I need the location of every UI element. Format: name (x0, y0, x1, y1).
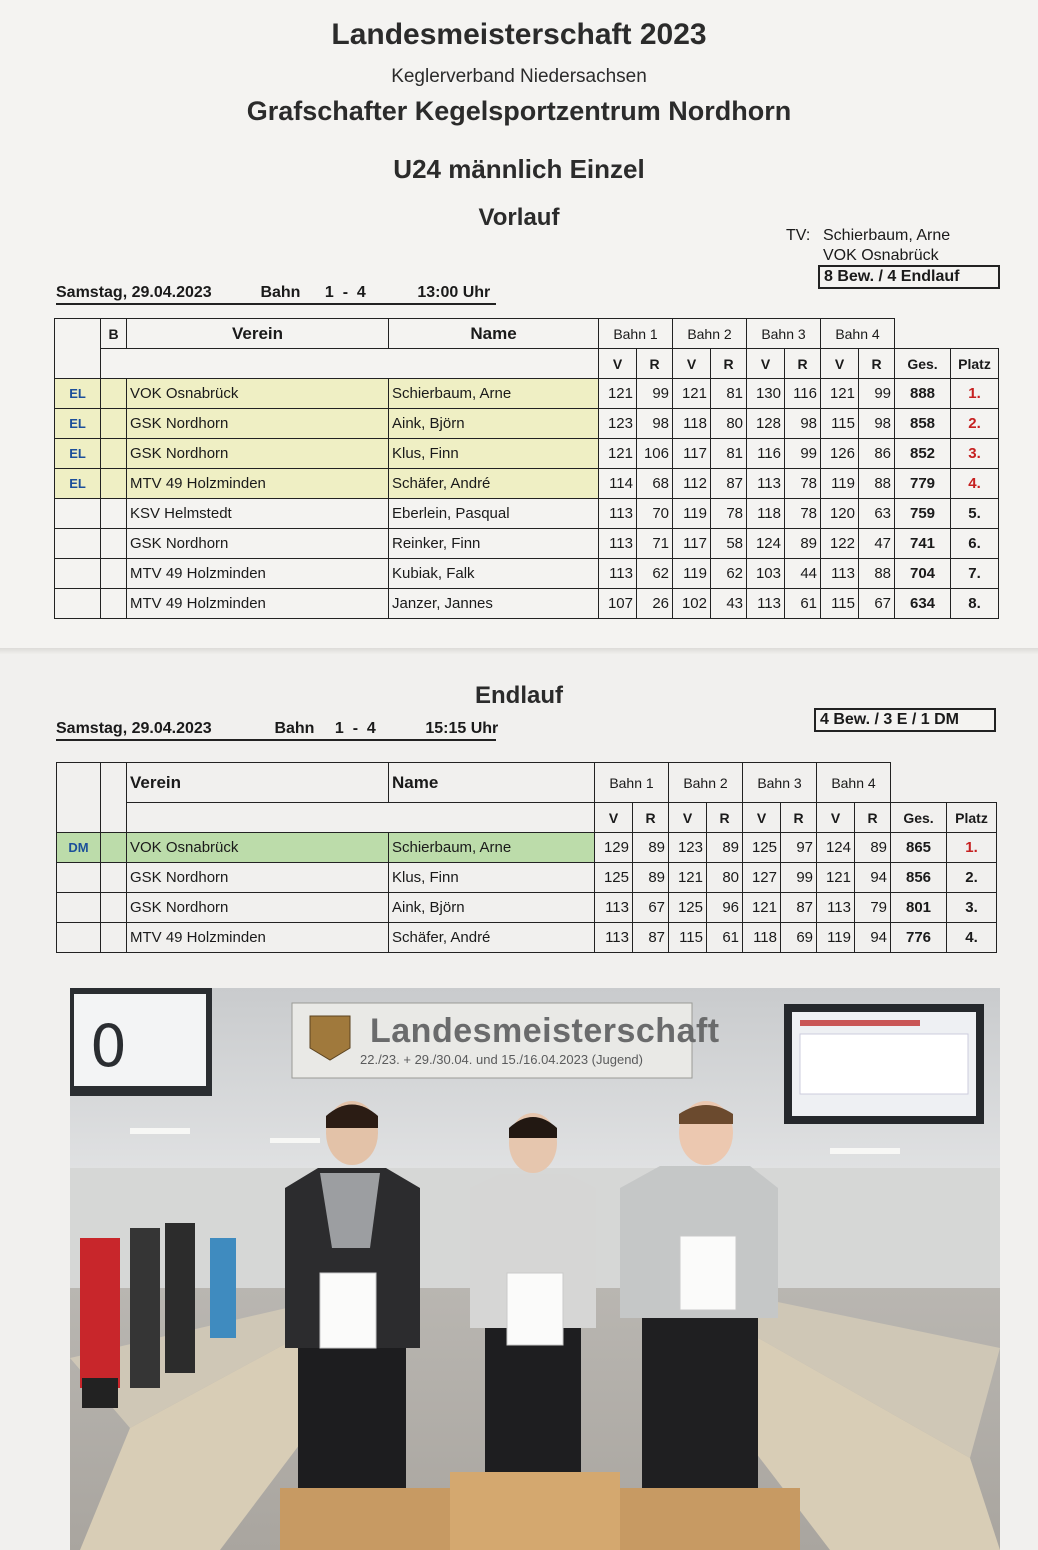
score-r-cell: 89 (707, 833, 743, 863)
scoreboard-value: 0 (90, 1012, 127, 1080)
ges-header: Ges. (891, 803, 947, 833)
b-cell (101, 529, 127, 559)
score-v-cell: 121 (821, 379, 859, 409)
score-v-cell: 119 (821, 469, 859, 499)
score-r-cell: 99 (859, 379, 895, 409)
b-cell (101, 833, 127, 863)
banner-title: Landesmeisterschaft (370, 1012, 720, 1050)
total-cell: 801 (891, 893, 947, 923)
table-row (57, 863, 997, 893)
score-v-cell: 112 (673, 469, 711, 499)
club-cell: GSK Nordhorn (127, 893, 389, 923)
total-cell: 776 (891, 923, 947, 953)
score-v-cell: 113 (747, 469, 785, 499)
player-name-cell: Schierbaum, Arne (389, 379, 599, 409)
blank-header-cell (891, 763, 997, 803)
endlauf-title: Endlauf (475, 682, 563, 709)
score-v-cell: 119 (673, 499, 711, 529)
table-row (57, 893, 997, 923)
session-time: 13:00 Uhr (417, 284, 491, 301)
place-cell: 8. (951, 589, 999, 619)
score-v-cell: 120 (821, 499, 859, 529)
score-r-cell: 87 (711, 469, 747, 499)
club-cell: VOK Osnabrück (127, 379, 389, 409)
score-v-cell: 121 (599, 439, 637, 469)
qualification-mark (55, 559, 101, 589)
player-name-cell: Kubiak, Falk (389, 559, 599, 589)
score-r-cell: 89 (785, 529, 821, 559)
score-v-cell: 113 (599, 559, 637, 589)
r-header: R (711, 349, 747, 379)
mark-header-cell (57, 763, 101, 833)
club-cell: GSK Nordhorn (127, 529, 389, 559)
v-header: V (743, 803, 781, 833)
player-name-cell: Klus, Finn (389, 439, 599, 469)
results-sheet-vorlauf (0, 0, 1038, 648)
score-v-cell: 113 (595, 923, 633, 953)
total-cell: 741 (895, 529, 951, 559)
total-cell: 779 (895, 469, 951, 499)
score-r-cell: 78 (711, 499, 747, 529)
score-v-cell: 113 (817, 893, 855, 923)
score-r-cell: 94 (855, 923, 891, 953)
score-v-cell: 121 (599, 379, 637, 409)
qualification-mark: EL (55, 379, 101, 409)
score-r-cell: 80 (711, 409, 747, 439)
score-r-cell: 98 (859, 409, 895, 439)
total-cell: 865 (891, 833, 947, 863)
qualification-mark: DM (57, 833, 101, 863)
total-cell: 704 (895, 559, 951, 589)
table-row (55, 379, 999, 409)
session-bahn-label: Bahn (274, 720, 315, 737)
banner-dates: 22./23. + 29./30.04. und 15./16.04.2023 (Jugend) (360, 1052, 643, 1067)
score-v-cell: 128 (747, 409, 785, 439)
score-v-cell: 127 (743, 863, 781, 893)
score-r-cell: 70 (637, 499, 673, 529)
table-row (55, 439, 999, 469)
qualification-mark (57, 863, 101, 893)
score-v-cell: 121 (669, 863, 707, 893)
club-cell: VOK Osnabrück (127, 833, 389, 863)
place-cell: 7. (951, 559, 999, 589)
score-r-cell: 44 (785, 559, 821, 589)
score-r-cell: 79 (855, 893, 891, 923)
place-cell: 3. (951, 439, 999, 469)
score-v-cell: 107 (599, 589, 637, 619)
session-bahn-range: 1 - 4 (324, 284, 366, 301)
place-cell: 1. (951, 379, 999, 409)
award-photo (70, 988, 1000, 1550)
lane-header: Bahn 1 (595, 763, 669, 803)
score-v-cell: 123 (599, 409, 637, 439)
r-header: R (781, 803, 817, 833)
score-v-cell: 114 (599, 469, 637, 499)
score-r-cell: 67 (859, 589, 895, 619)
b-cell (101, 863, 127, 893)
b-header: B (101, 319, 127, 349)
score-r-cell: 106 (637, 439, 673, 469)
association: Keglerverband Niedersachsen (391, 66, 647, 87)
session-time: 15:15 Uhr (425, 720, 499, 737)
lane-header: Bahn 3 (747, 319, 821, 349)
b-cell (101, 499, 127, 529)
b-cell (101, 923, 127, 953)
endlauf-results-table (56, 762, 997, 953)
table-row (57, 923, 997, 953)
score-v-cell: 116 (747, 439, 785, 469)
v-header: V (747, 349, 785, 379)
score-r-cell: 97 (781, 833, 817, 863)
b-cell (101, 409, 127, 439)
player-name-cell: Reinker, Finn (389, 529, 599, 559)
r-header: R (785, 349, 821, 379)
score-r-cell: 81 (711, 379, 747, 409)
total-cell: 852 (895, 439, 951, 469)
score-r-cell: 80 (707, 863, 743, 893)
qualification-mark: EL (55, 469, 101, 499)
verein-header: Verein (127, 763, 389, 803)
club-cell: KSV Helmstedt (127, 499, 389, 529)
club-cell: MTV 49 Holzminden (127, 559, 389, 589)
endlauf-session (56, 720, 499, 741)
place-cell: 1. (947, 833, 997, 863)
ges-header: Ges. (895, 349, 951, 379)
player-name-cell: Janzer, Jannes (389, 589, 599, 619)
club-cell: MTV 49 Holzminden (127, 589, 389, 619)
b-cell (101, 893, 127, 923)
score-v-cell: 124 (747, 529, 785, 559)
mark-header-cell (55, 319, 101, 379)
score-r-cell: 99 (781, 863, 817, 893)
place-cell: 5. (951, 499, 999, 529)
place-cell: 3. (947, 893, 997, 923)
v-header: V (595, 803, 633, 833)
score-v-cell: 125 (743, 833, 781, 863)
score-r-cell: 62 (711, 559, 747, 589)
session-date: Samstag, 29.04.2023 (56, 284, 212, 301)
score-r-cell: 78 (785, 469, 821, 499)
name-header: Name (389, 763, 595, 803)
table-row (57, 833, 997, 863)
total-cell: 858 (895, 409, 951, 439)
v-header: V (673, 349, 711, 379)
score-r-cell: 63 (859, 499, 895, 529)
score-r-cell: 99 (637, 379, 673, 409)
score-r-cell: 89 (855, 833, 891, 863)
score-r-cell: 89 (633, 833, 669, 863)
vorlauf-note: 8 Bew. / 4 Endlauf (818, 265, 1000, 289)
v-header: V (669, 803, 707, 833)
qualification-mark (55, 499, 101, 529)
qualification-mark: EL (55, 409, 101, 439)
verein-header: Verein (127, 319, 389, 349)
b-cell (101, 469, 127, 499)
r-header: R (633, 803, 669, 833)
club-cell: MTV 49 Holzminden (127, 923, 389, 953)
score-r-cell: 116 (785, 379, 821, 409)
score-v-cell: 118 (673, 409, 711, 439)
place-cell: 4. (947, 923, 997, 953)
score-r-cell: 67 (633, 893, 669, 923)
b-cell (101, 559, 127, 589)
venue: Grafschafter Kegelsportzentrum Nordhorn (246, 96, 792, 126)
v-header: V (817, 803, 855, 833)
tv-label: TV: (786, 227, 811, 244)
qualification-mark (57, 893, 101, 923)
v-header: V (821, 349, 859, 379)
total-cell: 759 (895, 499, 951, 529)
award-photo-illustration (70, 988, 1000, 1550)
score-v-cell: 121 (743, 893, 781, 923)
endlauf-note: 4 Bew. / 3 E / 1 DM (814, 708, 996, 732)
club-cell: GSK Nordhorn (127, 863, 389, 893)
b-header-cell (101, 763, 127, 833)
score-v-cell: 102 (673, 589, 711, 619)
lane-header: Bahn 2 (669, 763, 743, 803)
tv-name: Schierbaum, Arne (823, 227, 951, 244)
score-r-cell: 68 (637, 469, 673, 499)
score-r-cell: 94 (855, 863, 891, 893)
place-cell: 6. (951, 529, 999, 559)
blank-header-cell (895, 319, 999, 349)
table-row (55, 529, 999, 559)
session-bahn-range: 1 - 4 (334, 720, 376, 737)
score-v-cell: 118 (747, 499, 785, 529)
score-r-cell: 78 (785, 499, 821, 529)
v-header: V (599, 349, 637, 379)
score-v-cell: 122 (821, 529, 859, 559)
score-v-cell: 119 (817, 923, 855, 953)
score-r-cell: 96 (707, 893, 743, 923)
table-row (55, 559, 999, 589)
score-r-cell: 62 (637, 559, 673, 589)
score-r-cell: 99 (785, 439, 821, 469)
session-date: Samstag, 29.04.2023 (56, 720, 212, 737)
score-v-cell: 117 (673, 439, 711, 469)
score-v-cell: 130 (747, 379, 785, 409)
lane-header: Bahn 4 (817, 763, 891, 803)
vorlauf-results-table (54, 318, 999, 619)
place-cell: 4. (951, 469, 999, 499)
player-name-cell: Klus, Finn (389, 863, 595, 893)
player-name-cell: Aink, Björn (389, 409, 599, 439)
platz-header: Platz (951, 349, 999, 379)
page-title: Landesmeisterschaft 2023 (331, 18, 707, 51)
score-v-cell: 115 (669, 923, 707, 953)
score-r-cell: 58 (711, 529, 747, 559)
score-v-cell: 103 (747, 559, 785, 589)
table-row (55, 469, 999, 499)
score-r-cell: 88 (859, 469, 895, 499)
score-r-cell: 87 (633, 923, 669, 953)
total-cell: 634 (895, 589, 951, 619)
score-r-cell: 88 (859, 559, 895, 589)
r-header: R (637, 349, 673, 379)
qualification-mark (57, 923, 101, 953)
r-header: R (707, 803, 743, 833)
score-r-cell: 69 (781, 923, 817, 953)
score-r-cell: 26 (637, 589, 673, 619)
total-cell: 856 (891, 863, 947, 893)
score-v-cell: 123 (669, 833, 707, 863)
score-v-cell: 129 (595, 833, 633, 863)
platz-header: Platz (947, 803, 997, 833)
club-cell: MTV 49 Holzminden (127, 469, 389, 499)
table-row (55, 589, 999, 619)
table-row (55, 409, 999, 439)
tv-club: VOK Osnabrück (823, 247, 939, 264)
qualification-mark: EL (55, 439, 101, 469)
score-r-cell: 98 (785, 409, 821, 439)
score-v-cell: 125 (669, 893, 707, 923)
lane-header: Bahn 2 (673, 319, 747, 349)
lane-header: Bahn 1 (599, 319, 673, 349)
score-v-cell: 118 (743, 923, 781, 953)
total-cell: 888 (895, 379, 951, 409)
score-v-cell: 124 (817, 833, 855, 863)
name-header: Name (389, 319, 599, 349)
score-v-cell: 121 (673, 379, 711, 409)
b-cell (101, 379, 127, 409)
score-r-cell: 89 (633, 863, 669, 893)
place-cell: 2. (951, 409, 999, 439)
score-v-cell: 113 (599, 529, 637, 559)
r-header: R (859, 349, 895, 379)
b-cell (101, 589, 127, 619)
player-name-cell: Schäfer, André (389, 469, 599, 499)
place-cell: 2. (947, 863, 997, 893)
blank-header-cell (101, 349, 599, 379)
player-name-cell: Schäfer, André (389, 923, 595, 953)
score-v-cell: 113 (821, 559, 859, 589)
b-cell (101, 439, 127, 469)
qualification-mark (55, 529, 101, 559)
score-v-cell: 115 (821, 589, 859, 619)
club-cell: GSK Nordhorn (127, 439, 389, 469)
category: U24 männlich Einzel (393, 154, 645, 184)
score-r-cell: 86 (859, 439, 895, 469)
score-r-cell: 87 (781, 893, 817, 923)
score-v-cell: 121 (817, 863, 855, 893)
lane-header: Bahn 3 (743, 763, 817, 803)
score-v-cell: 113 (747, 589, 785, 619)
score-r-cell: 61 (785, 589, 821, 619)
lane-header: Bahn 4 (821, 319, 895, 349)
vorlauf-session (56, 284, 496, 305)
score-r-cell: 71 (637, 529, 673, 559)
score-r-cell: 98 (637, 409, 673, 439)
score-v-cell: 113 (595, 893, 633, 923)
table-row (55, 499, 999, 529)
session-bahn-label: Bahn (260, 284, 301, 301)
club-cell: GSK Nordhorn (127, 409, 389, 439)
round-title: Vorlauf (478, 204, 560, 231)
score-r-cell: 81 (711, 439, 747, 469)
score-r-cell: 43 (711, 589, 747, 619)
player-name-cell: Eberlein, Pasqual (389, 499, 599, 529)
r-header: R (855, 803, 891, 833)
score-r-cell: 47 (859, 529, 895, 559)
blank-header-cell (127, 803, 595, 833)
score-v-cell: 126 (821, 439, 859, 469)
score-v-cell: 125 (595, 863, 633, 893)
score-r-cell: 61 (707, 923, 743, 953)
score-v-cell: 113 (599, 499, 637, 529)
player-name-cell: Schierbaum, Arne (389, 833, 595, 863)
score-v-cell: 117 (673, 529, 711, 559)
score-v-cell: 115 (821, 409, 859, 439)
score-v-cell: 119 (673, 559, 711, 589)
qualification-mark (55, 589, 101, 619)
player-name-cell: Aink, Björn (389, 893, 595, 923)
